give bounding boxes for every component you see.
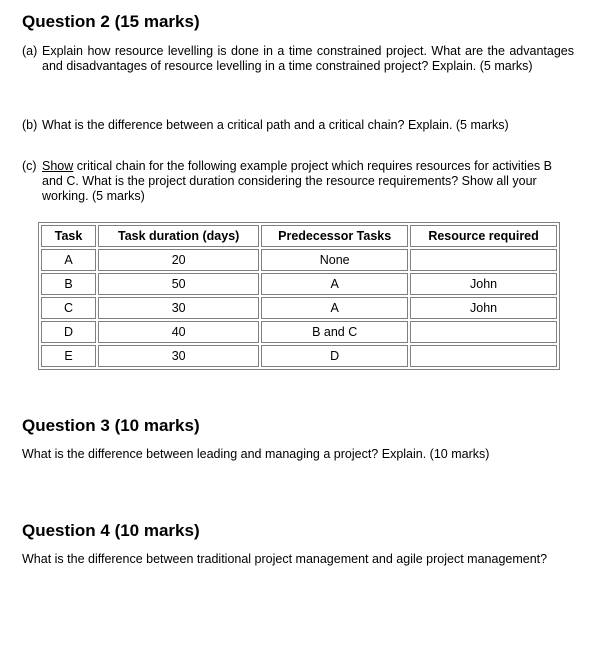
table-row [41,345,557,367]
cell-task: B [41,273,96,295]
question-2a-label: (a) [22,44,38,58]
header-duration: Task duration (days) [98,225,259,247]
cell-duration: 30 [98,345,259,367]
table-row [41,273,557,295]
cell-predecessor: A [261,297,408,319]
cell-task: E [41,345,96,367]
cell-duration: 50 [98,273,259,295]
table-row [41,249,557,271]
question-2b [22,118,574,133]
question-4-text: What is the difference between traditional project management and agile project management? [22,552,548,566]
cell-task: A [41,249,96,271]
question-2a [22,44,574,74]
header-resource: Resource required [410,225,557,247]
cell-predecessor: B and C [261,321,408,343]
cell-predecessor: None [261,249,408,271]
cell-task: C [41,297,96,319]
table-row [41,321,557,343]
cell-resource [410,249,557,271]
header-predecessor: Predecessor Tasks [261,225,408,247]
cell-duration: 30 [98,297,259,319]
cell-predecessor: D [261,345,408,367]
question-3-title: Question 3 (10 marks) [22,416,200,435]
cell-resource: John [410,297,557,319]
cell-resource [410,345,557,367]
table-row [41,297,557,319]
cell-duration: 20 [98,249,259,271]
question-2c-body [42,159,562,204]
show-underlined-word: Show [42,159,74,173]
question-2-title: Question 2 (15 marks) [22,12,200,31]
question-2c-text: critical chain for the following example project which requires resources for activities B and C. What is the project duration considering the resource requirements? Show all your working. (5 marks) [42,159,552,203]
header-task: Task [41,225,96,247]
question-3-text: What is the difference between leading and managing a project? Explain. (10 marks) [22,447,490,461]
task-table [38,222,560,370]
question-2c-label: (c) [22,159,37,173]
cell-task: D [41,321,96,343]
table-header-row [41,225,557,247]
cell-duration: 40 [98,321,259,343]
question-2a-text: Explain how resource levelling is done in a time constrained project. What are the advantages and disadvantages of resource levelling in a time constrained project? Explain. (5 marks) [42,44,574,73]
cell-resource: John [410,273,557,295]
cell-resource [410,321,557,343]
question-2b-label: (b) [22,118,38,132]
question-4-title: Question 4 (10 marks) [22,521,200,540]
cell-predecessor: A [261,273,408,295]
question-2c [22,159,562,204]
question-2b-text: What is the difference between a critical path and a critical chain? Explain. (5 marks) [42,118,509,132]
